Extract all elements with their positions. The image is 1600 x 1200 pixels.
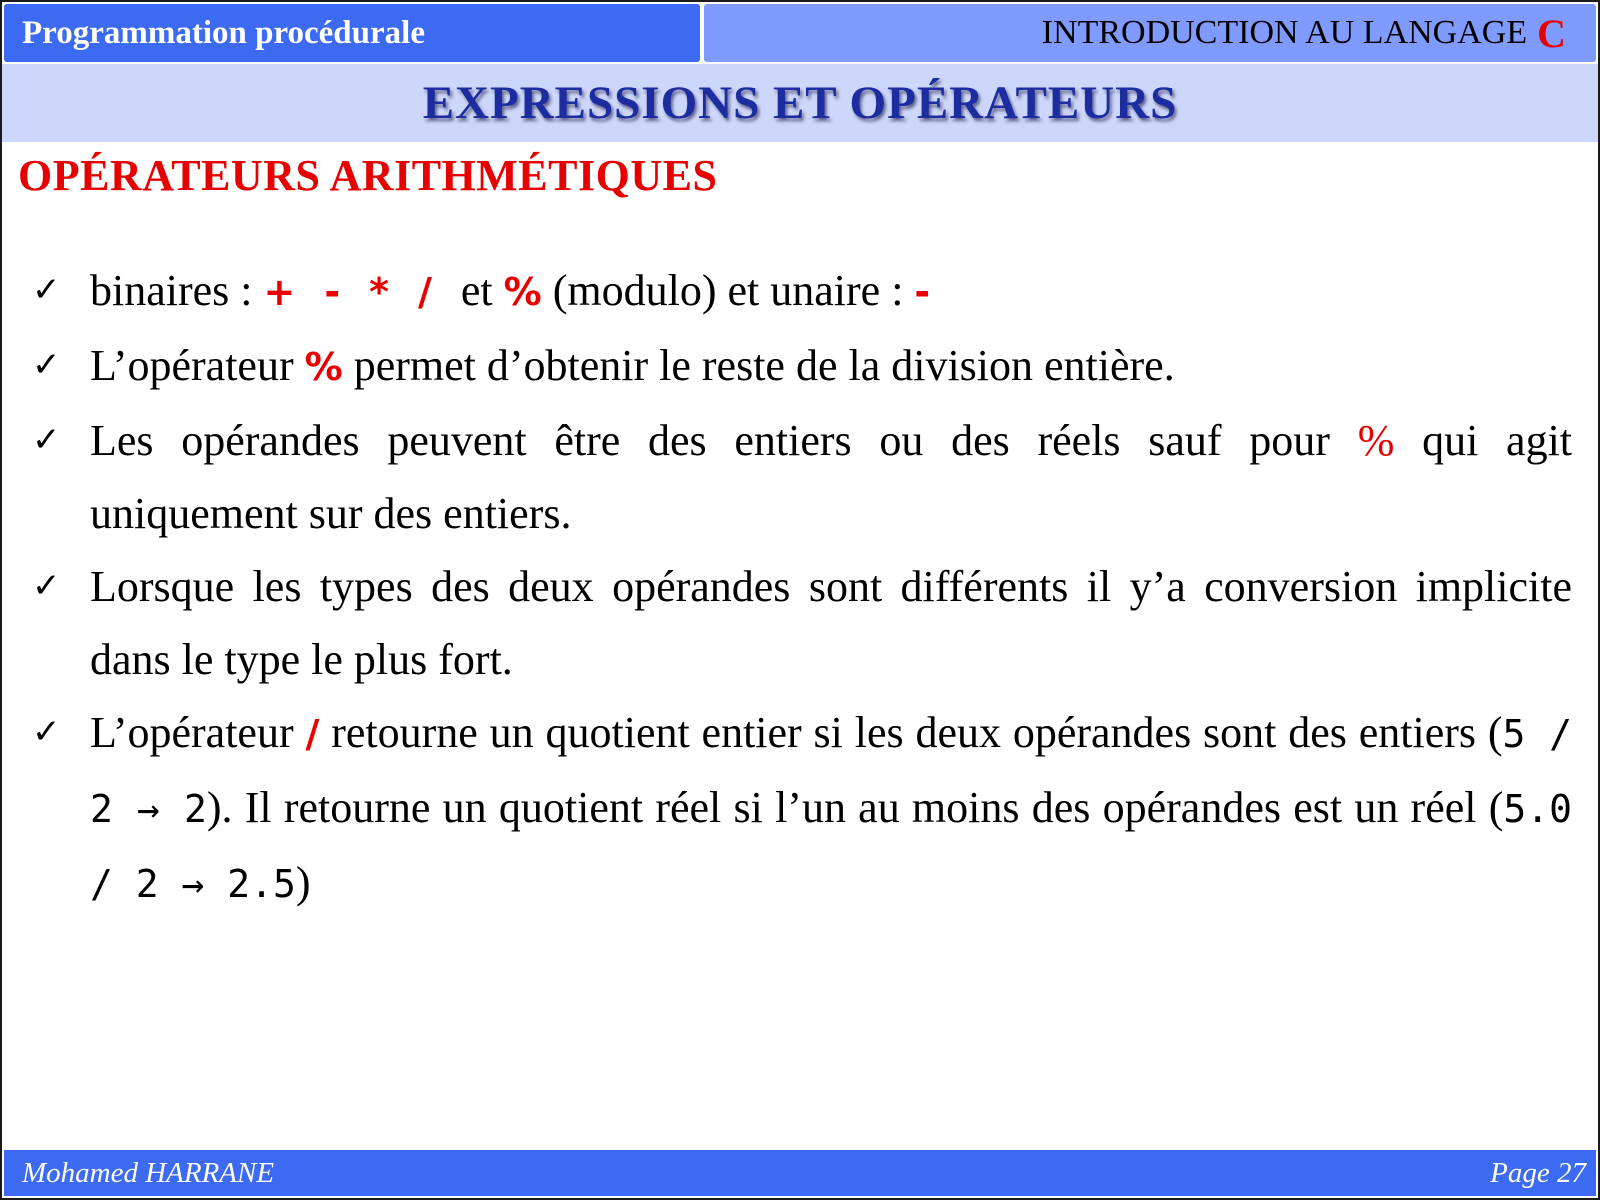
code-example-real: 5.0 / 2 → 2.5 — [90, 787, 1573, 906]
header-bar — [2, 2, 1598, 64]
section-heading: OPÉRATEURS ARITHMÉTIQUES — [18, 151, 718, 200]
operator-modulo: % — [304, 345, 343, 389]
operator-divide: / — [418, 270, 432, 314]
bullet-modulo — [32, 329, 1572, 404]
bullet-text: retourne un quotient entier si les deux opérandes sont des entiers ( — [331, 708, 1503, 757]
bullet-division — [32, 696, 1572, 921]
bullet-list — [32, 254, 1572, 921]
bullet-text: et — [460, 266, 493, 315]
bullet-text: L’opérateur — [90, 341, 294, 390]
operator-modulo: % — [503, 270, 542, 314]
bullet-text: Lorsque les types des deux opérandes sont différents il y’a conversion implicite dans le type le plus fort. — [90, 562, 1572, 684]
check-icon: ✓ — [32, 270, 61, 310]
bullet-text: (modulo) et unaire : — [552, 266, 904, 315]
operator-plus: + — [263, 270, 296, 314]
bullet-text: ) — [295, 858, 311, 907]
intro-letter-c: C — [1537, 10, 1566, 56]
bullet-text: L’opérateur — [90, 708, 294, 757]
bullet-text: qui agit uniquement sur des entiers. — [90, 416, 1573, 538]
check-icon: ✓ — [32, 566, 61, 606]
bullet-operand-types — [32, 404, 1572, 550]
operator-divide: / — [305, 712, 320, 756]
author-name: Mohamed HARRANE — [22, 1156, 275, 1189]
bullet-text: Les opérandes peuvent être des entiers ou des réels sauf pour — [90, 416, 1330, 465]
page-number: Page 27 — [1490, 1156, 1586, 1189]
operator-modulo: % — [1357, 416, 1395, 465]
intro-text: INTRODUCTION AU LANGAGE — [1041, 14, 1528, 51]
code-example-integer: 5 / 2 → 2 — [90, 712, 1573, 831]
footer-bar — [4, 1150, 1596, 1196]
bullet-implicit-conversion — [32, 550, 1572, 696]
course-title: Programmation procédurale — [4, 4, 700, 62]
check-icon: ✓ — [32, 345, 61, 385]
slide-title: EXPRESSIONS ET OPÉRATEURS — [422, 77, 1178, 129]
intro-label — [704, 4, 1596, 62]
check-icon: ✓ — [32, 420, 61, 460]
bullet-binary-operators — [32, 254, 1572, 329]
bullet-text: binaires : — [90, 266, 253, 315]
title-band — [2, 64, 1598, 142]
operator-minus: - — [324, 270, 341, 314]
operator-unary-minus: - — [914, 270, 931, 314]
operator-multiply: * — [369, 270, 390, 314]
check-icon: ✓ — [32, 712, 61, 752]
bullet-text: permet d’obtenir le reste de la division entière. — [353, 341, 1175, 390]
bullet-text: ). Il retourne un quotient réel si l’un au moins des opérandes est un réel ( — [206, 783, 1504, 832]
